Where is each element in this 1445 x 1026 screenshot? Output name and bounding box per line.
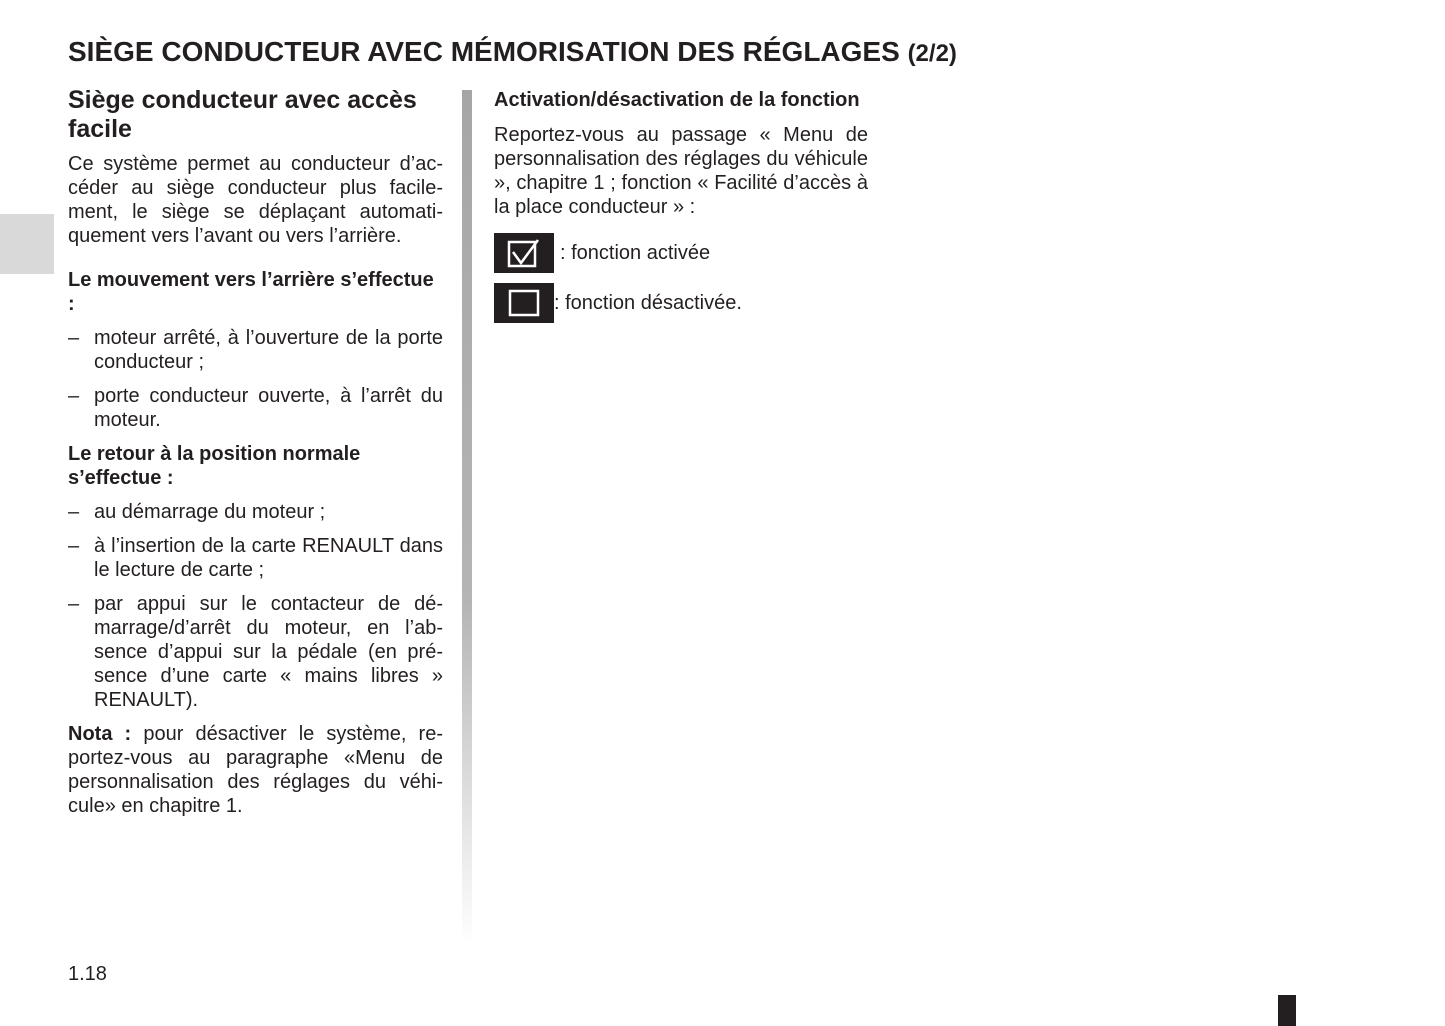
checkbox-checked-icon <box>494 233 554 273</box>
page-edge-marker <box>1278 995 1296 1026</box>
note-label: Nota : <box>68 723 132 745</box>
rear-movement-list <box>68 326 443 432</box>
legend-row-deactivated <box>494 283 868 323</box>
activation-reference: Reportez-vous au passage « Menu de personnalisation des réglages du véhicule », chapitre 1 ; fonction « Facilité d’accès à la place conducteur » : <box>494 124 868 218</box>
list-item: – au démarrage du moteur ; <box>68 500 443 524</box>
legend-row-activated <box>494 233 868 273</box>
note-paragraph <box>68 722 443 818</box>
legend-activated-text: : fonction activée <box>560 242 711 264</box>
page-title-part: (2/2) <box>907 40 957 67</box>
legend-deactivated-text: : fonction désactivée. <box>554 292 742 314</box>
note-text: pour désactiver le système, reportez-vous au paragraphe «Menu de personnalisation des réglages du véhicule» en chapitre 1. <box>68 723 443 817</box>
list-item: – à l’insertion de la carte RENAULT dans le lecture de carte ; <box>68 534 443 582</box>
column-divider <box>462 90 472 945</box>
chapter-side-tab <box>0 214 54 274</box>
list-item: – par appui sur le contacteur de démarrage/d’arrêt du moteur, en l’absence d’appui sur la pédale (en présence d’une carte « mains libres » RENAULT). <box>68 592 443 712</box>
easy-access-intro: Ce système permet au conducteur d’accéder au siège conducteur plus facilement, le siège se déplaçant automatiquement vers l’avant ou vers l’arrière. <box>68 153 443 247</box>
checkbox-empty-icon <box>494 283 554 323</box>
page-title <box>68 36 957 68</box>
rear-movement-heading: Le mouvement vers l’arrière s’effectue : <box>68 269 434 315</box>
left-column <box>68 86 443 818</box>
page-title-text: SIÈGE CONDUCTEUR AVEC MÉMORISATION DES RÉGLAGES <box>68 36 900 67</box>
return-position-heading: Le retour à la position normale s’effectue : <box>68 443 361 489</box>
return-position-list <box>68 500 443 712</box>
easy-access-heading: Siège conducteur avec accès facile <box>68 86 417 143</box>
list-item: – porte conducteur ouverte, à l’arrêt du moteur. <box>68 384 443 432</box>
page-number: 1.18 <box>68 963 107 985</box>
activation-heading: Activation/désactivation de la fonction <box>494 89 860 111</box>
right-column <box>494 86 868 333</box>
list-item: – moteur arrêté, à l’ouverture de la porte conducteur ; <box>68 326 443 374</box>
